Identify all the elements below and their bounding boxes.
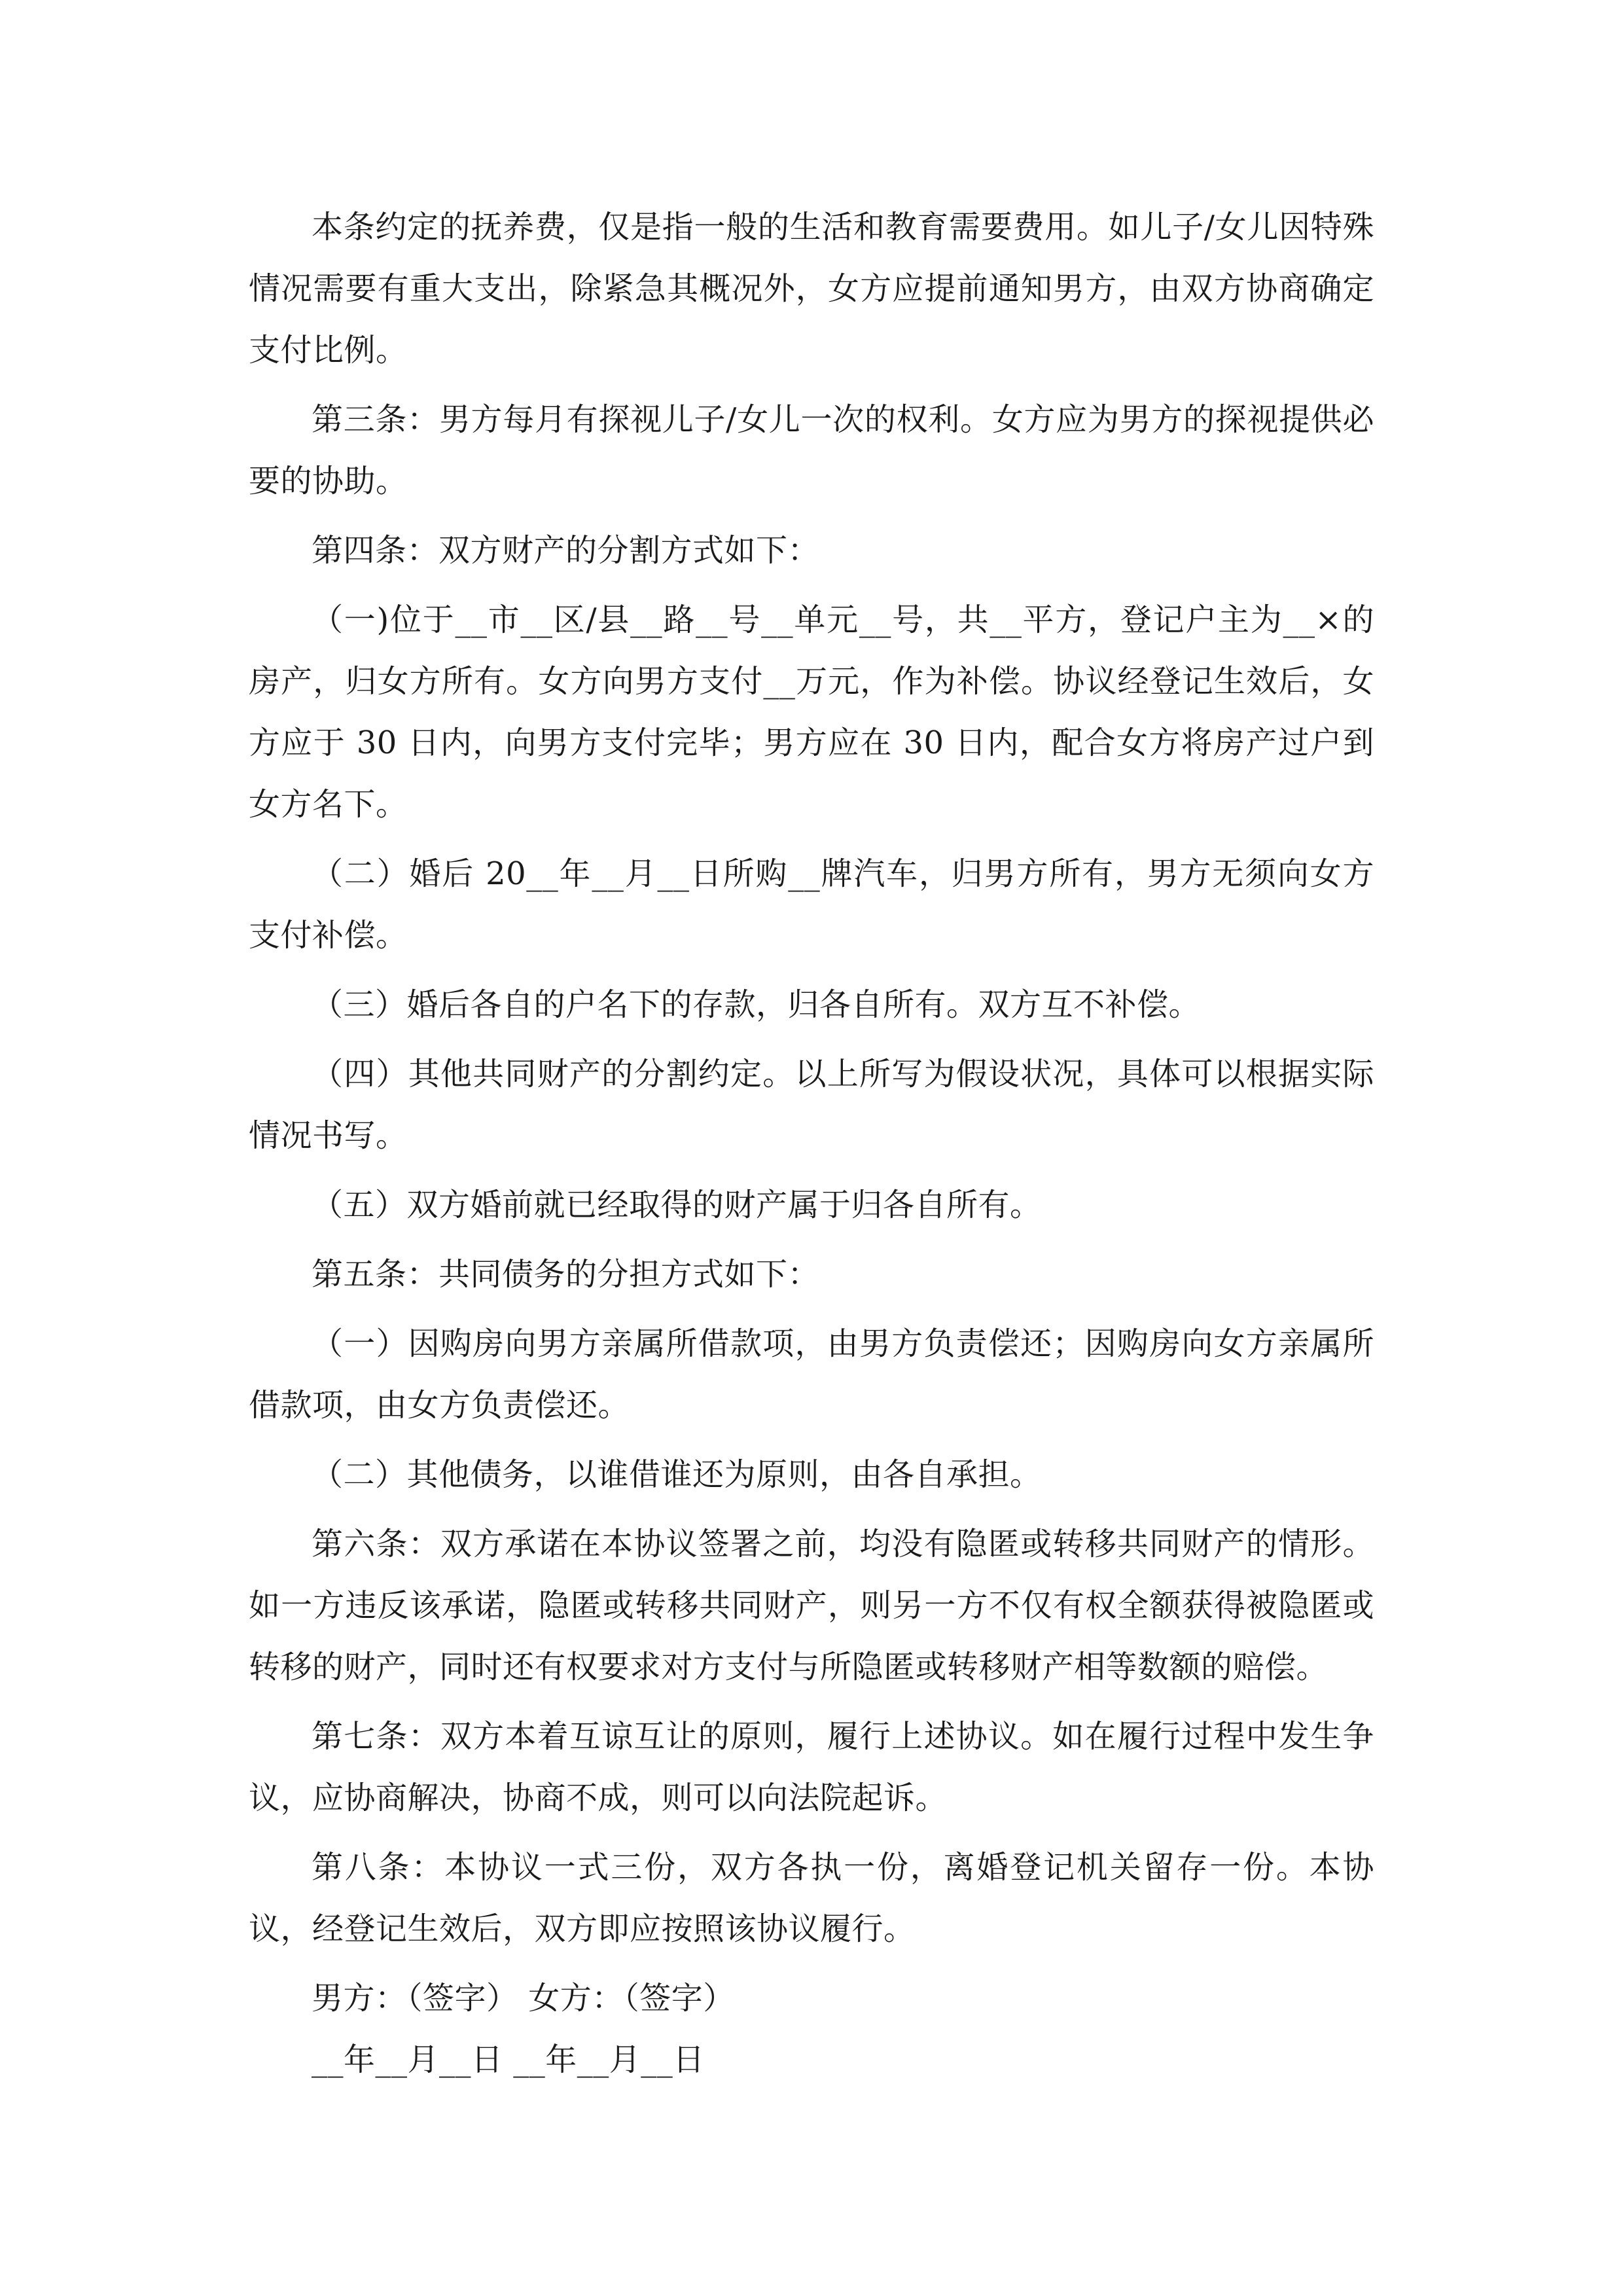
- paragraph-article-3: 第三条：男方每月有探视儿子/女儿一次的权利。女方应为男方的探视提供必要的协助。: [249, 401, 1374, 499]
- paragraph-article-4-item-2: （二）婚后 20__年__月__日所购__牌汽车，归男方所有，男方无须向女方支付补偿。: [249, 855, 1374, 954]
- paragraph-support-fee: 本条约定的抚养费，仅是指一般的生活和教育需要费用。如儿子/女儿因特殊情况需要有重大支出，除紧急其概况外，女方应提前通知男方，由双方协商确定支付比例。: [249, 209, 1374, 368]
- paragraph-article-5-item-2: （二）其他债务，以谁借谁还为原则，由各自承担。: [312, 1456, 1042, 1493]
- paragraph-article-5: 第五条：共同债务的分担方式如下：: [312, 1256, 820, 1293]
- paragraph-article-7: 第七条：双方本着互谅互让的原则，履行上述协议。如在履行过程中发生争议，应协商解决，协商不成，则可以向法院起诉。: [249, 1718, 1374, 1816]
- paragraph-article-4-item-4: （四）其他共同财产的分割约定。以上所写为假设状况，具体可以根据实际情况书写。: [249, 1056, 1374, 1154]
- paragraph-article-6: 第六条：双方承诺在本协议签署之前，均没有隐匿或转移共同财产的情形。如一方违反该承诺，隐匿或转移共同财产，则另一方不仅有权全额获得被隐匿或转移的财产，同时还有权要求对方支付与所隐匿或转移财产相等数额的赔偿。: [249, 1526, 1374, 1685]
- paragraph-article-4: 第四条：双方财产的分割方式如下：: [312, 532, 820, 569]
- document-body: [249, 196, 1374, 2090]
- paragraph-article-4-item-5: （五）双方婚前就已经取得的财产属于归各自所有。: [312, 1187, 1042, 1223]
- date-line: __年__月__日 __年__月__日: [312, 2041, 705, 2078]
- paragraph-article-4-item-3: （三）婚后各自的户名下的存款，归各自所有。双方互不补偿。: [312, 986, 1201, 1023]
- paragraph-article-5-item-1: （一）因购房向男方亲属所借款项，由男方负责偿还；因购房向女方亲属所借款项，由女方负责偿还。: [249, 1325, 1374, 1424]
- paragraph-article-4-item-1: （一)位于__市__区/县__路__号__单元__号，共__平方，登记户主为__×的房产，归女方所有。女方向男方支付__万元，作为补偿。协议经登记生效后，女方应于 30 日内，向男方支付完毕；男方应在 30 日内，配合女方将房产过户到女方名下。: [249, 601, 1374, 823]
- signature-line: 男方：（签字） 女方：（签字）: [312, 1980, 735, 2017]
- paragraph-article-8: 第八条：本协议一式三份，双方各执一份，离婚登记机关留存一份。本协议，经登记生效后，双方即应按照该协议履行。: [249, 1849, 1374, 1947]
